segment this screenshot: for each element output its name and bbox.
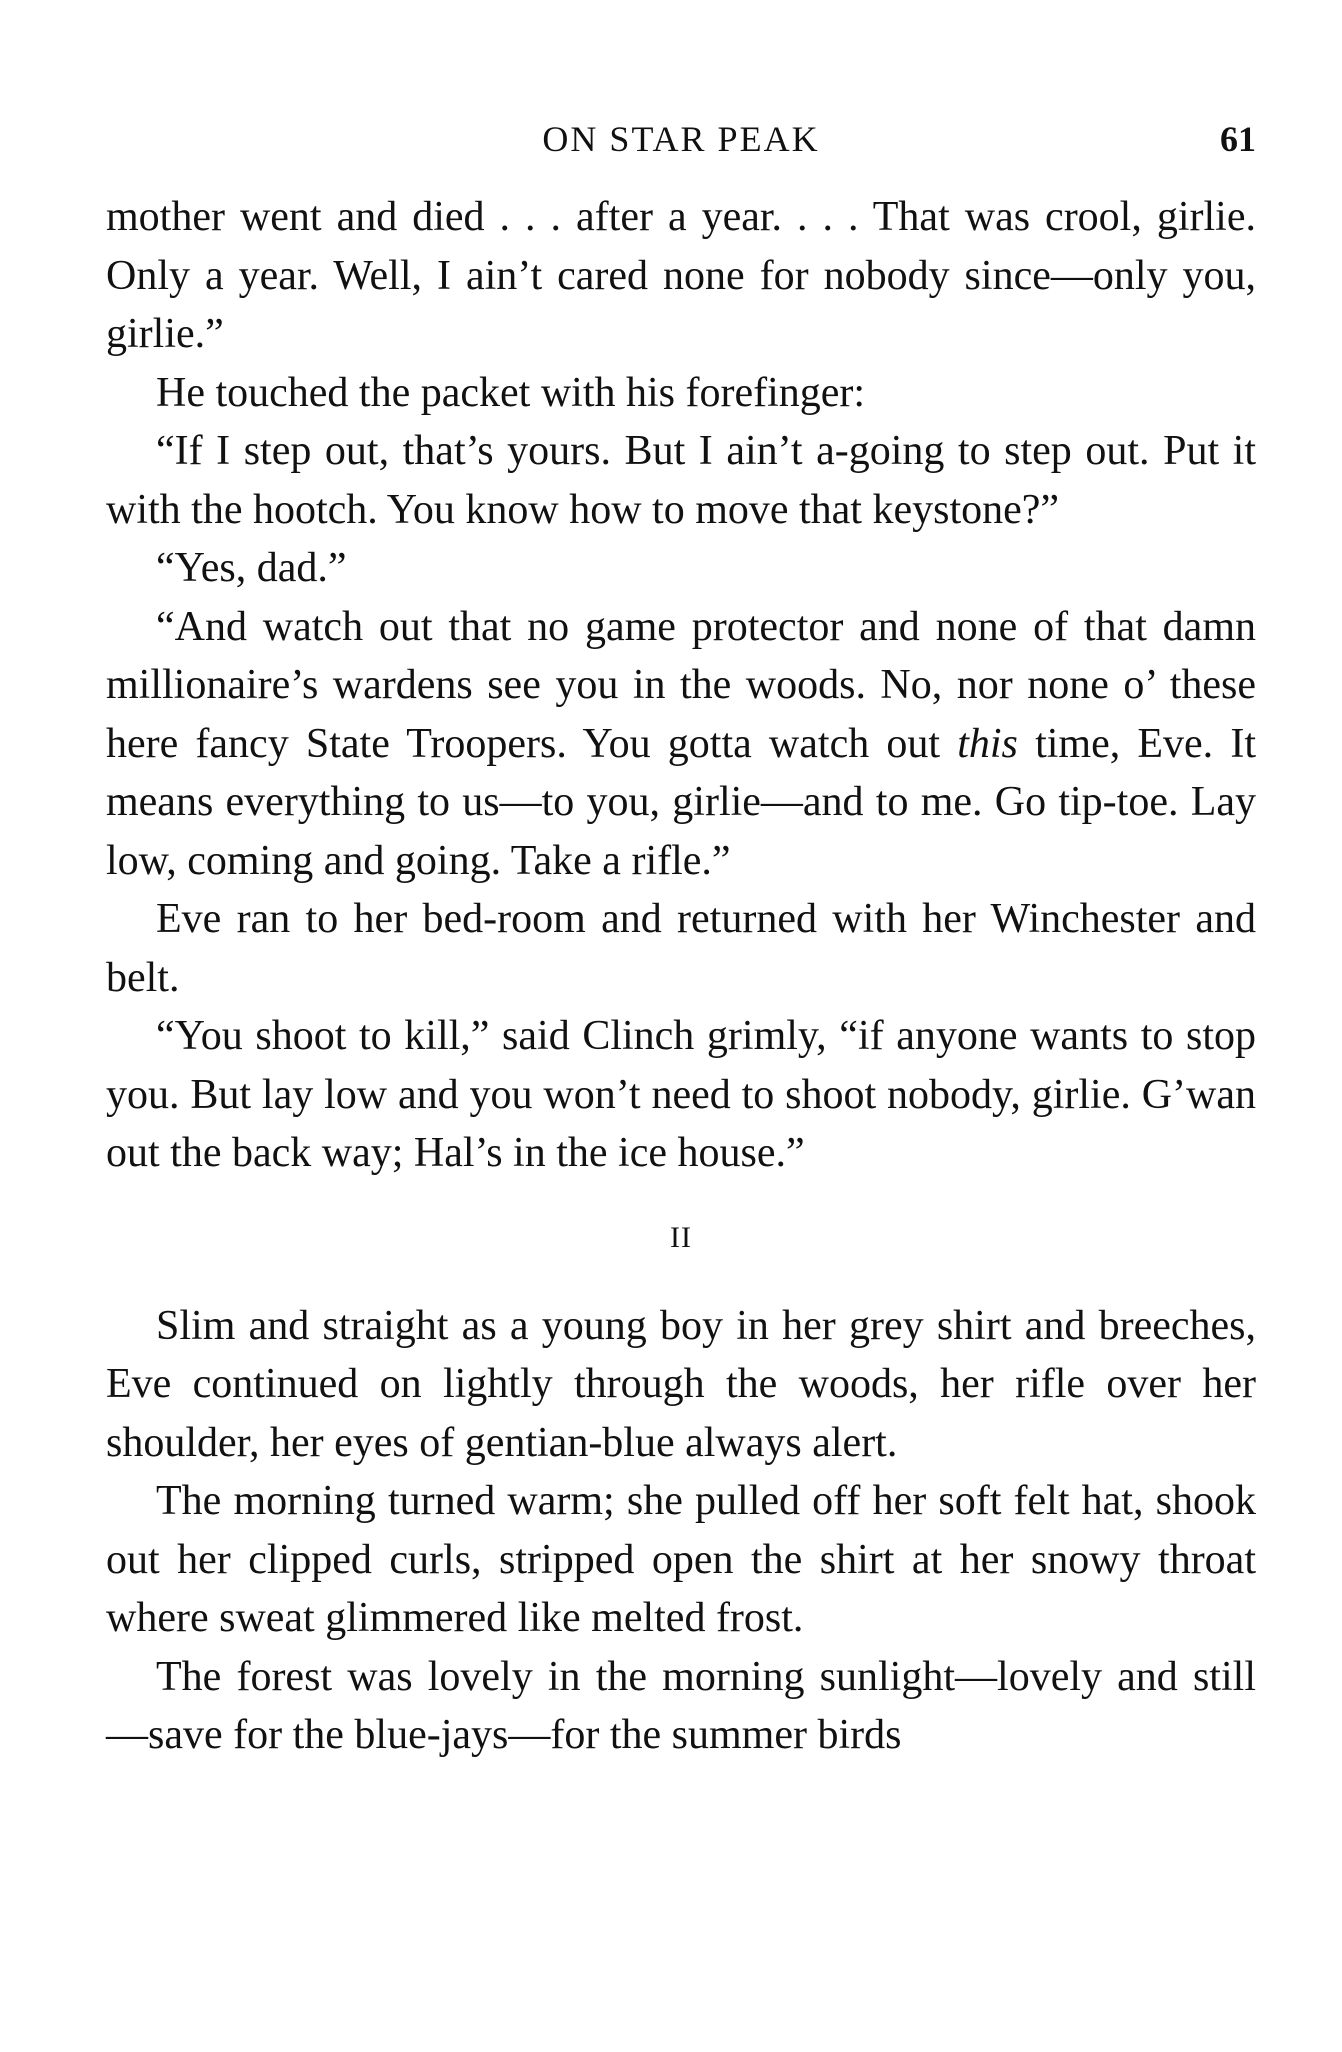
- running-title: ON STAR PEAK: [542, 119, 820, 159]
- paragraph: Eve ran to her bed-room and returned with her Winchester and belt.: [106, 896, 1256, 1001]
- paragraph-text: time, Eve. It means everything to us—to you, girlie—and to me. Go tip-toe. Lay low, coming and going. Take a rifle.”: [106, 720, 1256, 884]
- emphasis-text: this: [957, 720, 1018, 767]
- page-number: 61: [1220, 119, 1256, 159]
- paragraph: The forest was lovely in the morning sunlight—lovely and still—save for the blue-jays—for the summer birds: [106, 1653, 1256, 1758]
- body-text: [106, 188, 1256, 1765]
- book-page: [106, 118, 1256, 1765]
- paragraph: [106, 598, 1256, 891]
- paragraph: Slim and straight as a young boy in her grey shirt and breeches, Eve continued on lightly through the woods, her rifle over her shoulder, her eyes of gentian-blue always alert.: [106, 1302, 1256, 1466]
- paragraph: “If I step out, that’s yours. But I ain’t a-going to step out. Put it with the hootch. You know how to move that keystone?”: [106, 428, 1256, 533]
- paragraph: “Yes, dad.”: [156, 545, 347, 591]
- running-head: [106, 118, 1256, 174]
- paragraph: mother went and died . . . after a year. . . . That was crool, girlie. Only a year. Well, I ain’t cared none for nobody since—only you, girlie.”: [106, 194, 1256, 357]
- paragraph: “You shoot to kill,” said Clinch grimly, “if anyone wants to stop you. But lay low and you won’t need to shoot nobody, girlie. G’wan out the back way; Hal’s in the ice house.”: [106, 1013, 1256, 1176]
- section-number: II: [670, 1220, 692, 1254]
- paragraph-text: “And watch out that no game protector and none of that damn millionaire’s wardens see you in the woods. No, nor none o’ these here fancy State Troopers. You gotta watch out: [106, 603, 1256, 767]
- paragraph: The morning turned warm; she pulled off her soft felt hat, shook out her clipped curls, stripped open the shirt at her snowy throat where sweat glimmered like melted frost.: [106, 1478, 1256, 1641]
- paragraph: He touched the packet with his forefinger:: [156, 369, 866, 416]
